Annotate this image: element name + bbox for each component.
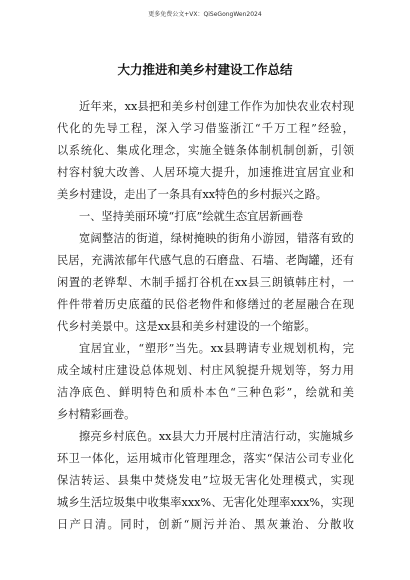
text-line: 日产日清。同时，创新“厕污并治、黑灰兼治、分散收: [57, 518, 354, 531]
text-line: 村容村貌大改善、人居环境大提升，加速推进宜居宜业和: [57, 166, 354, 179]
text-line: 件件带着历史底蕴的民俗老物件和修缮过的老屋融合在现: [57, 298, 354, 311]
text-line: 洁净底色、鲜明特色和质朴本色“三种色彩”，绘就和美: [57, 386, 354, 399]
text-line: 宜居宜业，“塑形”当先。xx县聘请专业规划机构，完: [79, 342, 354, 355]
text-line: 以系统化、集成化理念，实施全链条体制机制创新，引领: [57, 144, 354, 157]
document-title: 大力推进和美乡村建设工作总结: [117, 62, 293, 77]
text-line: 闲置的老铧犁、木制手摇打谷机在xx县三朗镇韩庄村，一: [57, 276, 354, 289]
text-line: 美乡村建设，走出了一条具有xx特色的乡村振兴之路。: [57, 188, 327, 201]
text-line: 环卫一体化，运用城市化管理理念，落实“保洁公司专业化: [57, 452, 354, 465]
text-line: 代乡村美景中。这是xx县和美乡村建设的一个缩影。: [57, 320, 316, 333]
text-line: 宽阔整洁的街道，绿树掩映的街角小游园，错落有致的: [79, 232, 354, 245]
text-line: 乡村精彩画卷。: [57, 408, 136, 421]
text-line: 城乡生活垃圾集中收集率xxx%、无害化处理率xxx%，实现: [57, 496, 354, 509]
text-line: 成全域村庄建设总体规划、村庄风貌提升规划等，努力用: [57, 364, 354, 377]
text-line: 近年来，xx县把和美乡村创建工作作为加快农业农村现: [79, 100, 354, 113]
text-line: 一、坚持美丽环境“打底”绘就生态宜居新画卷: [79, 210, 304, 223]
page-header: 更多免费公文+VX：QiSeGongWen2024: [148, 11, 262, 18]
document-body: [57, 96, 354, 536]
text-line: 保洁转运、县集中焚烧发电”垃圾无害化处理模式，实现: [57, 474, 354, 487]
text-line: 民居，充满浓郁年代感气息的石磨盘、石墙、老陶罐，还有: [57, 254, 354, 267]
text-line: 代化的先导工程，深入学习借鉴浙江“千万工程”经验，: [57, 122, 354, 135]
text-line: 擦亮乡村底色。xx县大力开展村庄清洁行动，实施城乡: [79, 430, 354, 443]
